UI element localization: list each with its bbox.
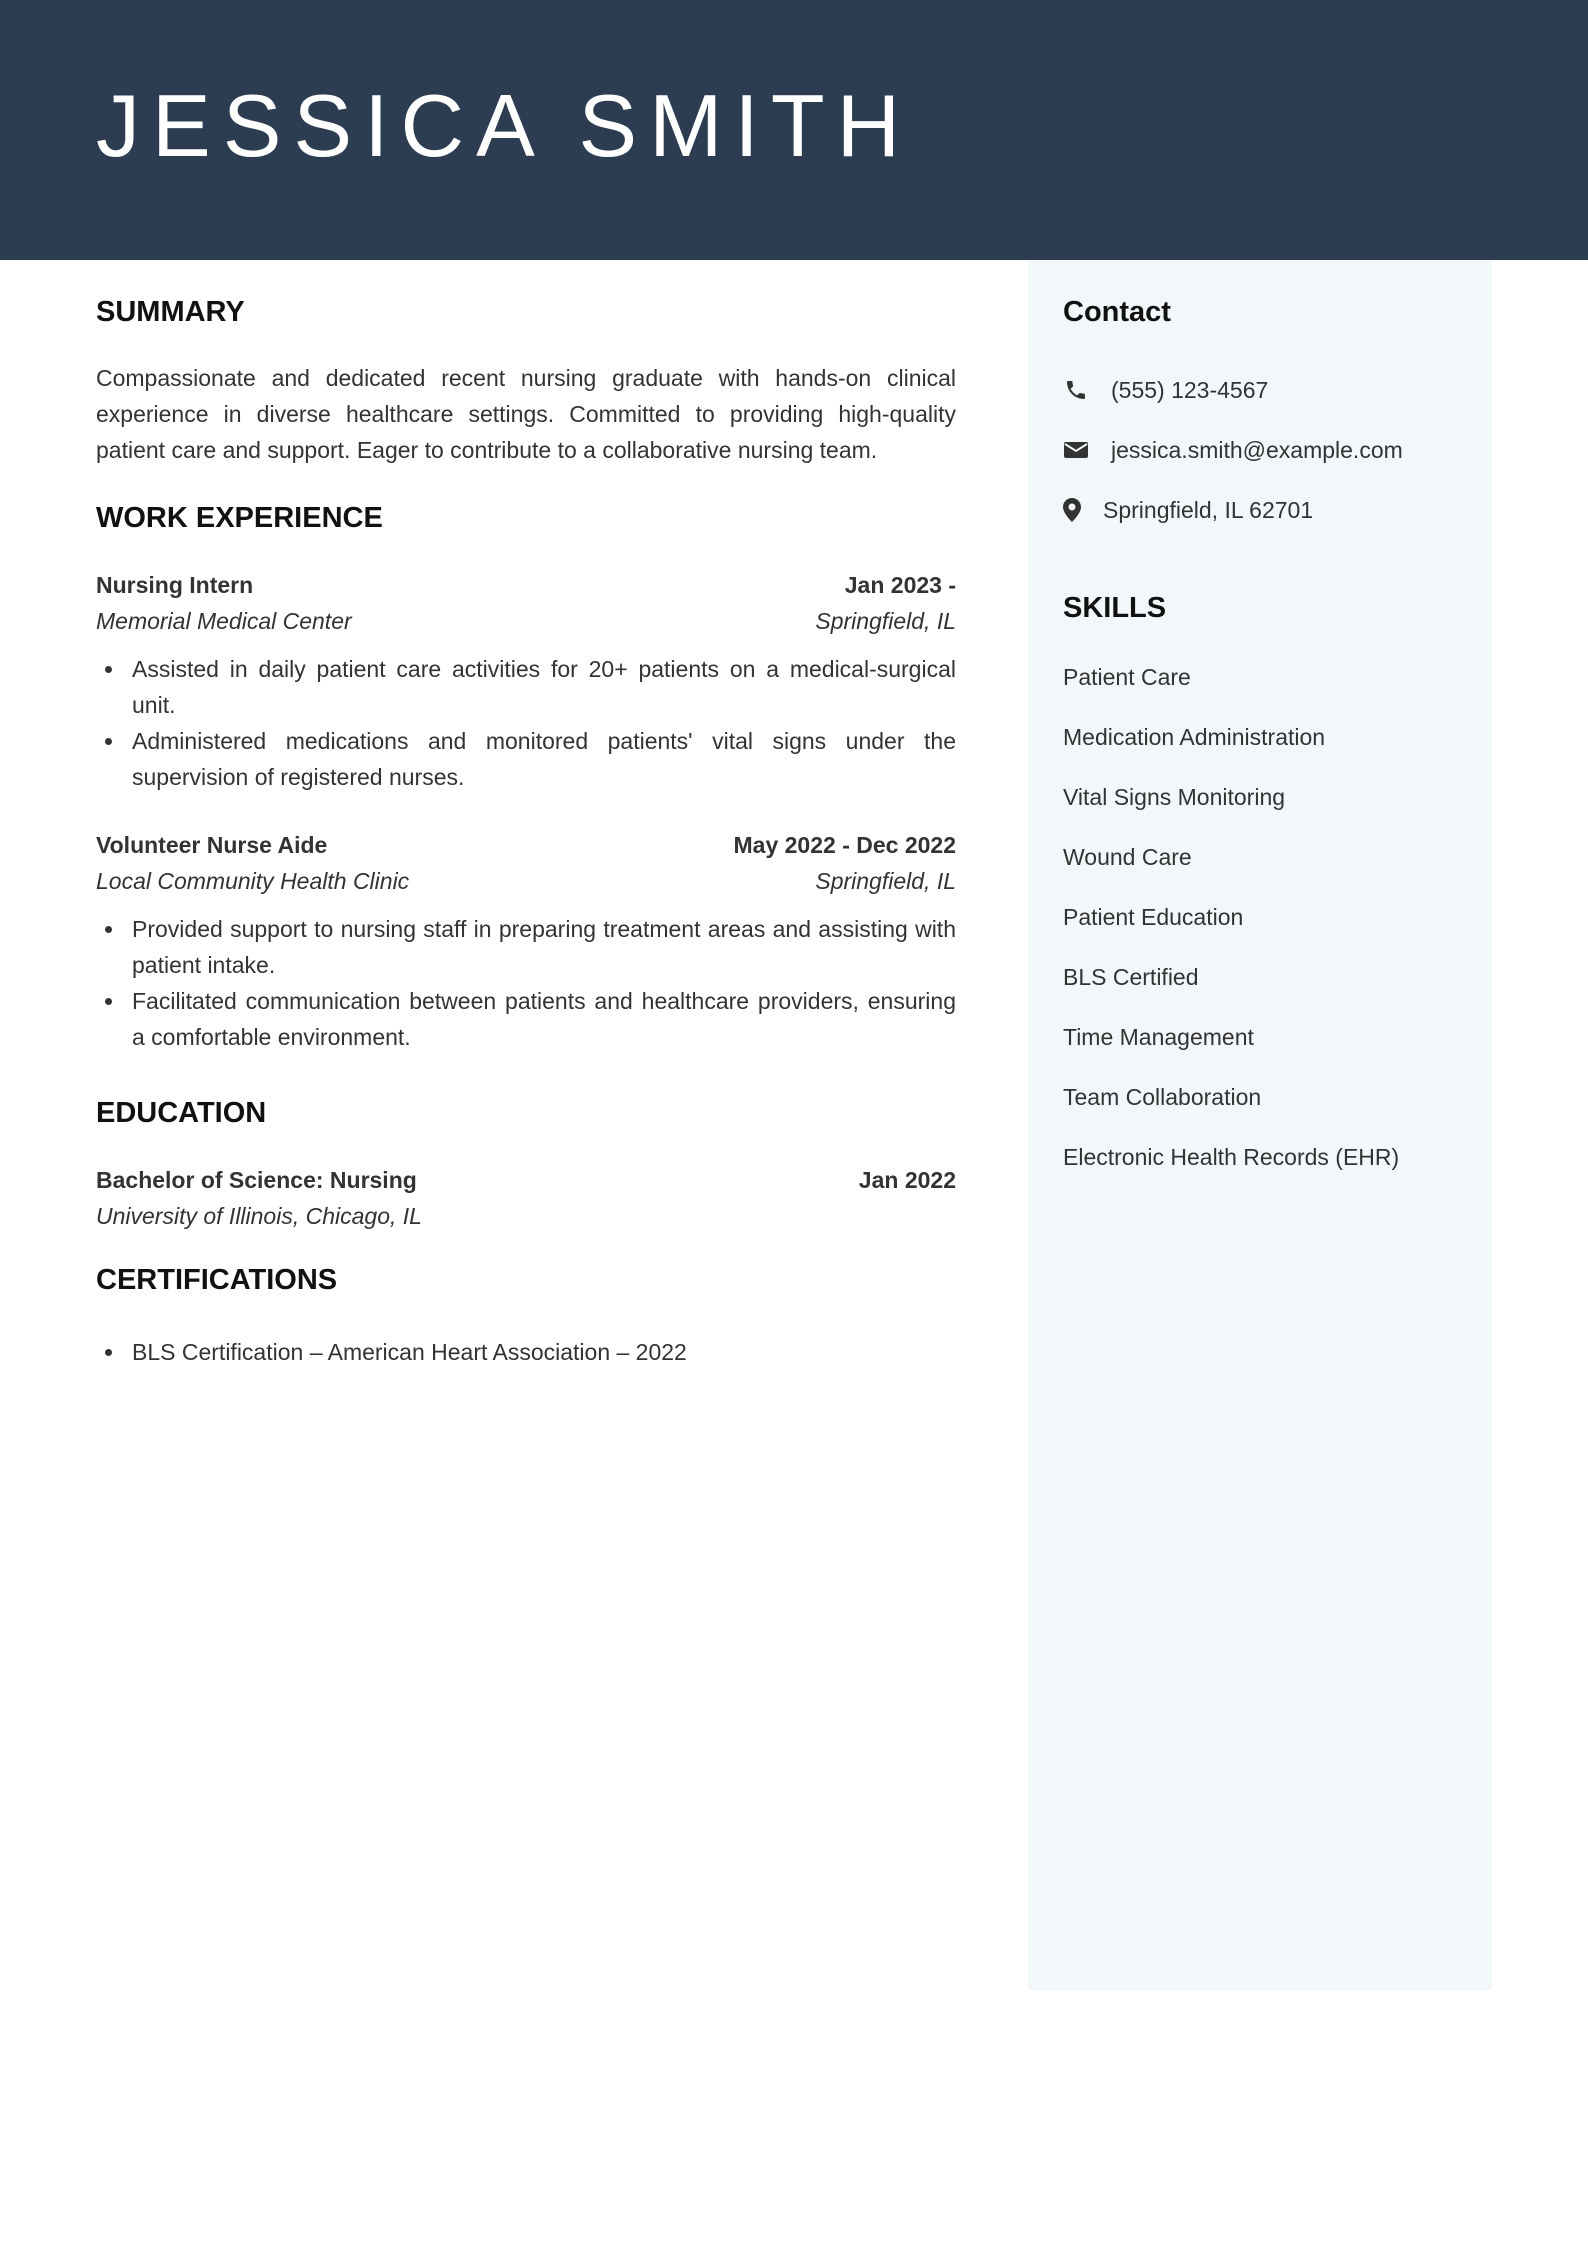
job-bullet: Provided support to nursing staff in preparing treatment areas and assisting with patient intake. bbox=[96, 911, 956, 983]
skill-item: Patient Care bbox=[1063, 664, 1191, 690]
job-org: Local Community Health Clinic bbox=[96, 868, 410, 894]
candidate-name: JESSICA SMITH bbox=[96, 76, 913, 175]
job-dates: May 2022 - Dec 2022 bbox=[733, 832, 956, 858]
job-location: Springfield, IL bbox=[815, 608, 956, 634]
contact-heading: Contact bbox=[1063, 296, 1171, 328]
job-org-row bbox=[96, 863, 956, 899]
education-date: Jan 2022 bbox=[858, 1167, 956, 1193]
phone-icon bbox=[1063, 377, 1089, 403]
job-bullet: Facilitated communication between patients and healthcare providers, ensuring a comfortable environment. bbox=[96, 983, 956, 1055]
contact-email bbox=[1063, 432, 1403, 468]
job-org: Memorial Medical Center bbox=[96, 608, 352, 634]
education-school: University of Illinois, Chicago, IL bbox=[96, 1203, 422, 1229]
skill-item: Team Collaboration bbox=[1063, 1084, 1262, 1110]
skill-item: Wound Care bbox=[1063, 844, 1192, 870]
skill-item: Vital Signs Monitoring bbox=[1063, 784, 1286, 810]
location-text: Springfield, IL 62701 bbox=[1103, 496, 1314, 523]
education-degree: Bachelor of Science: Nursing bbox=[96, 1167, 417, 1193]
skills-heading: SKILLS bbox=[1063, 592, 1167, 624]
phone-text: (555) 123-4567 bbox=[1111, 376, 1269, 403]
skill-item: Patient Education bbox=[1063, 904, 1244, 930]
education-school-row bbox=[96, 1198, 956, 1234]
map-pin-icon bbox=[1063, 497, 1081, 523]
skill-item: Time Management bbox=[1063, 1024, 1254, 1050]
job-location: Springfield, IL bbox=[815, 868, 956, 894]
education-degree-row bbox=[96, 1162, 956, 1198]
header-banner bbox=[0, 0, 1588, 260]
skills-list bbox=[1063, 659, 1399, 1175]
job-bullets bbox=[96, 651, 956, 795]
job-title: Volunteer Nurse Aide bbox=[96, 832, 328, 858]
job-bullet: Assisted in daily patient care activities for 20+ patients on a medical-surgical unit. bbox=[96, 651, 956, 723]
job-title-row bbox=[96, 567, 956, 603]
skill-item: Electronic Health Records (EHR) bbox=[1063, 1144, 1400, 1170]
job-bullets bbox=[96, 911, 956, 1055]
envelope-icon bbox=[1063, 437, 1089, 463]
job-title: Nursing Intern bbox=[96, 572, 254, 598]
contact-phone bbox=[1063, 372, 1268, 408]
job-entry bbox=[96, 827, 956, 1055]
skill-item: BLS Certified bbox=[1063, 964, 1199, 990]
certifications-list bbox=[96, 1334, 956, 1370]
certifications-heading: CERTIFICATIONS bbox=[96, 1264, 338, 1296]
job-org-row bbox=[96, 603, 956, 639]
skill-item: Medication Administration bbox=[1063, 724, 1326, 750]
education-heading: EDUCATION bbox=[96, 1097, 267, 1129]
certification-item: BLS Certification – American Heart Association – 2022 bbox=[96, 1334, 956, 1370]
summary-heading: SUMMARY bbox=[96, 296, 245, 328]
job-entry bbox=[96, 567, 956, 795]
job-dates: Jan 2023 - bbox=[844, 572, 956, 598]
work-heading: WORK EXPERIENCE bbox=[96, 502, 383, 534]
email-text: jessica.smith@example.com bbox=[1111, 436, 1403, 463]
education-entry bbox=[96, 1162, 956, 1234]
job-title-row bbox=[96, 827, 956, 863]
job-bullet: Administered medications and monitored patients' vital signs under the supervision of registered nurses. bbox=[96, 723, 956, 795]
sidebar bbox=[1028, 260, 1492, 1990]
summary-text: Compassionate and dedicated recent nursing graduate with hands-on clinical experience in diverse healthcare settings. Committed to providing high-quality patient care and support. Eager to contribute to a collaborative nursing team. bbox=[96, 365, 956, 463]
contact-location bbox=[1063, 492, 1313, 528]
